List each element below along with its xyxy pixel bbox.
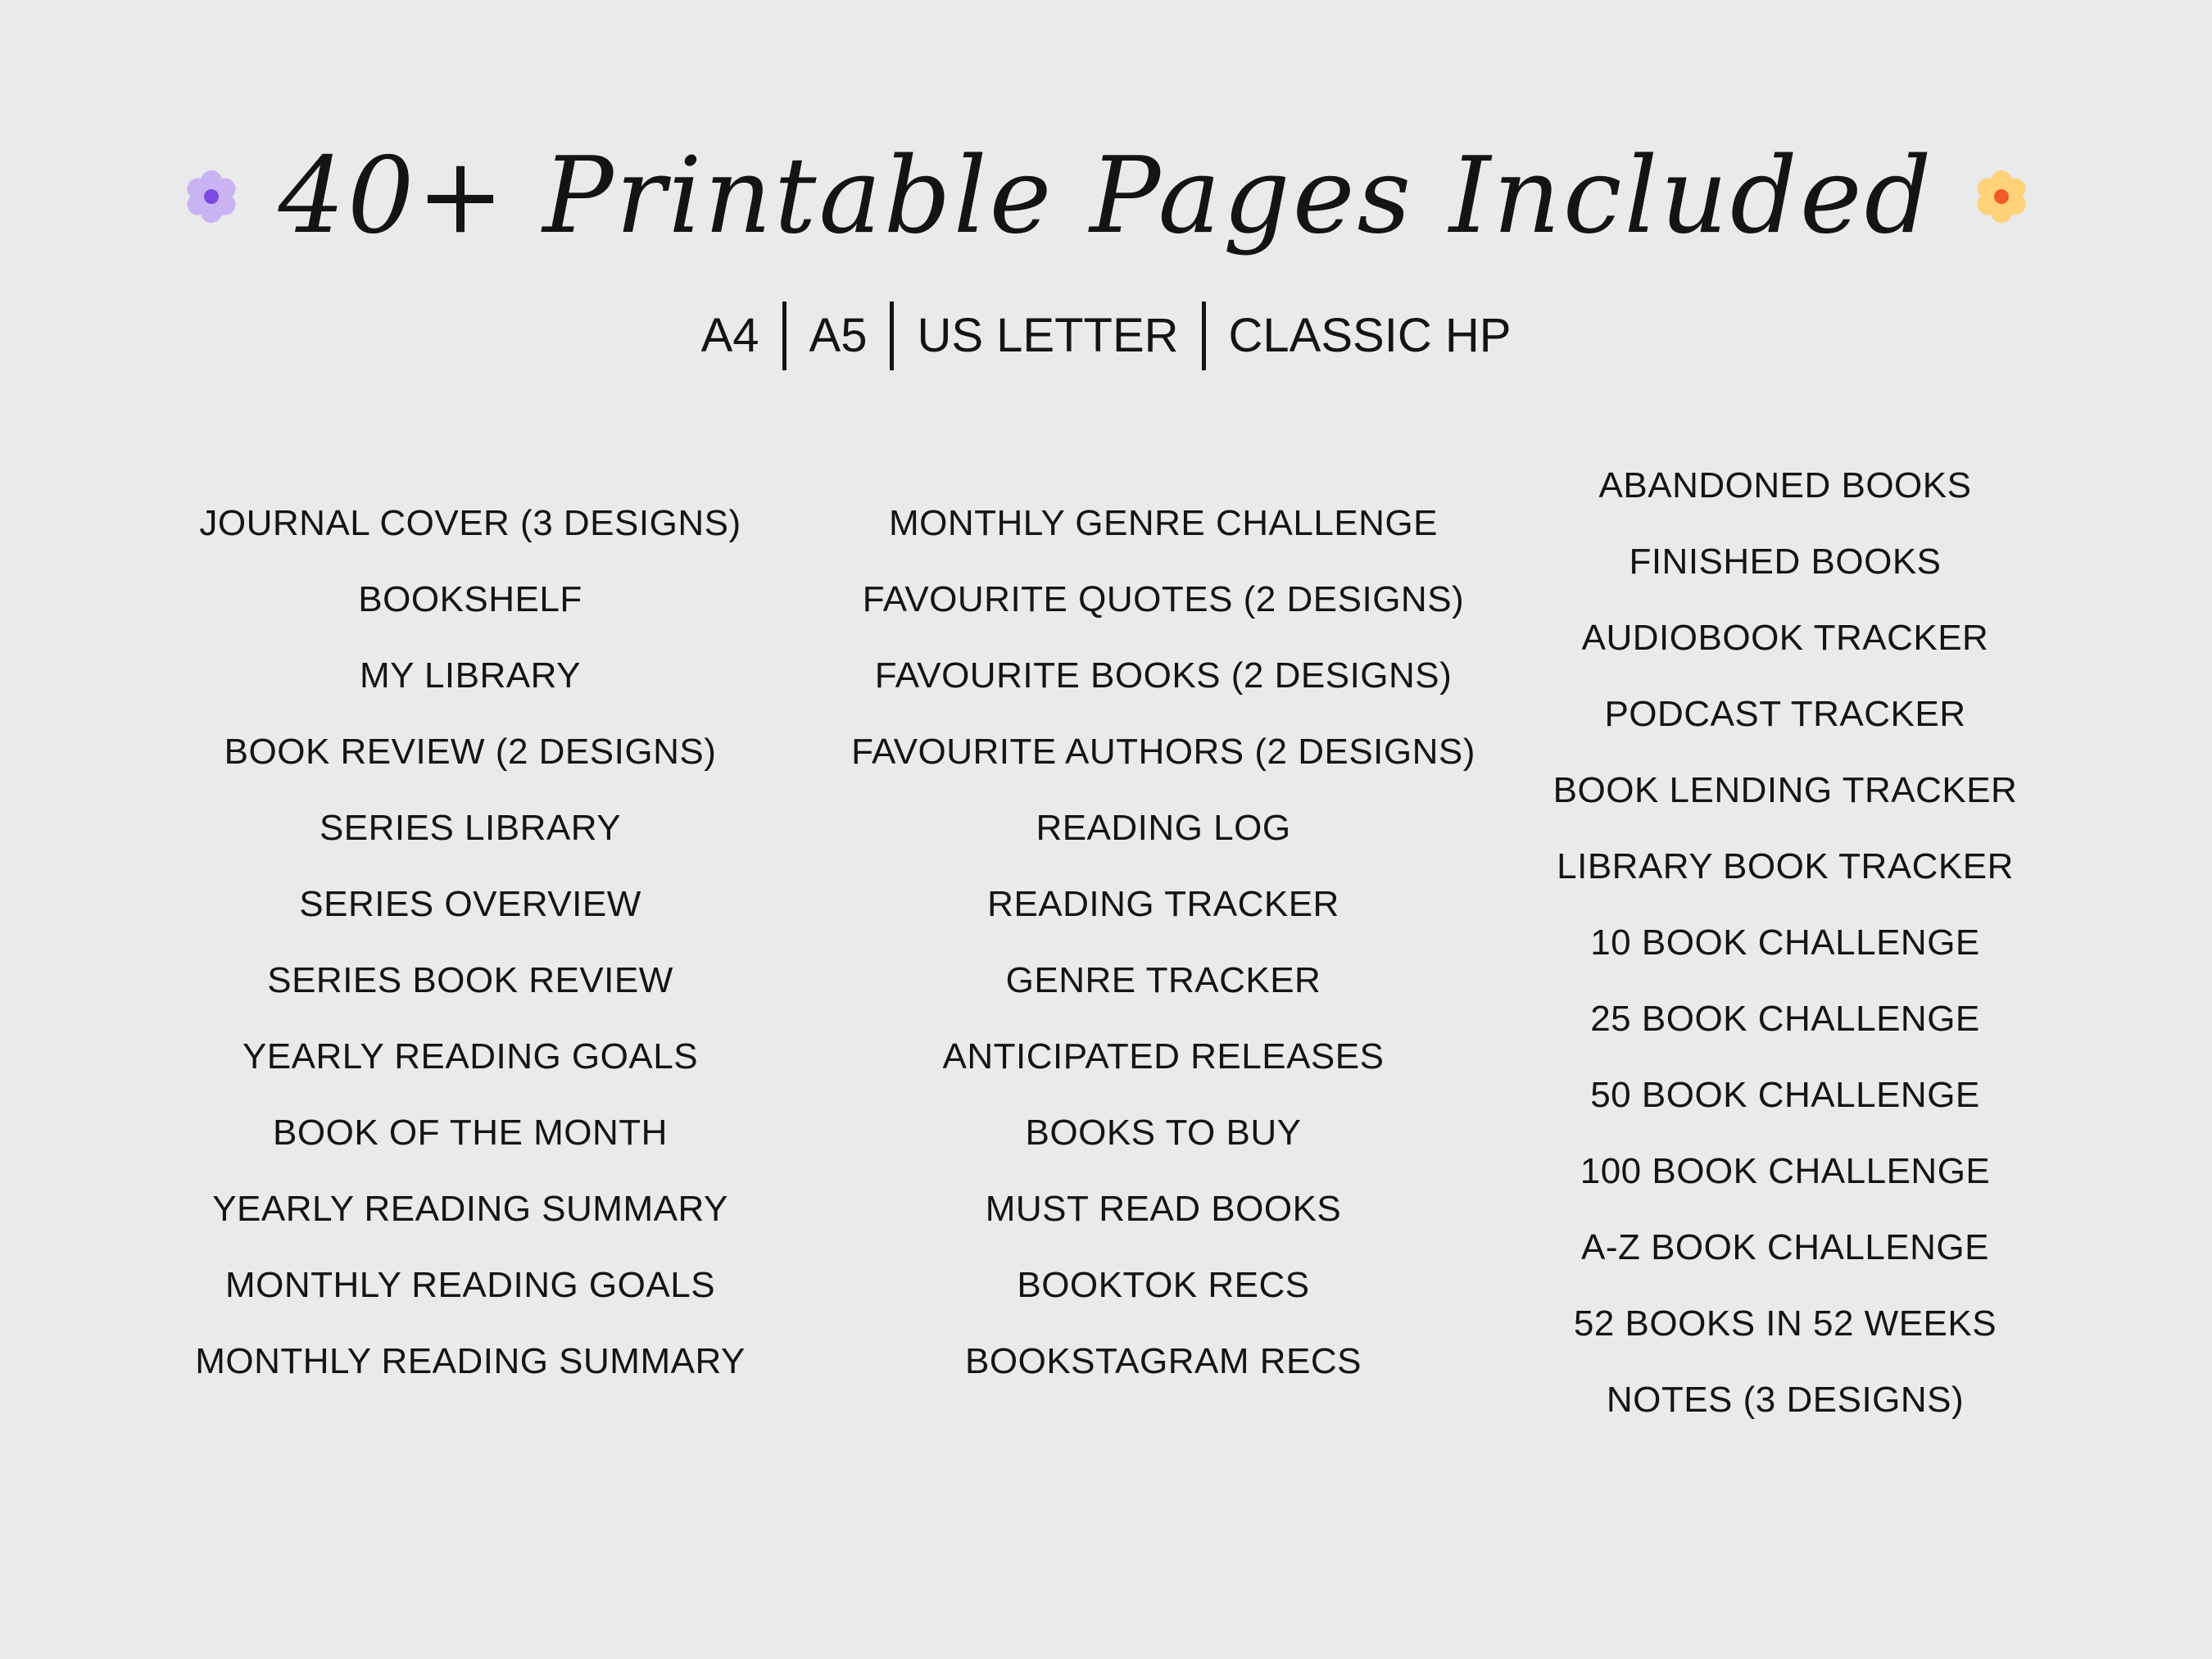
list-item: BOOKSTAGRAM RECS xyxy=(965,1341,1362,1381)
list-item: READING TRACKER xyxy=(987,884,1339,924)
format-label: A5 xyxy=(809,309,868,362)
list-item: SERIES BOOK REVIEW xyxy=(267,960,673,1000)
list-item: YEARLY READING GOALS xyxy=(242,1036,699,1077)
format-label: CLASSIC HP xyxy=(1228,309,1512,362)
list-item: 25 BOOK CHALLENGE xyxy=(1590,999,1980,1039)
page-title: 40+ Printable Pages Included xyxy=(278,135,1934,257)
list-item: JOURNAL COVER (3 DESIGNS) xyxy=(199,503,741,543)
list-item: AUDIOBOOK TRACKER xyxy=(1581,618,1989,658)
list-item: BOOKS TO BUY xyxy=(1025,1113,1302,1153)
list-item: BOOKSHELF xyxy=(358,579,582,619)
list-item: ABANDONED BOOKS xyxy=(1598,465,1972,505)
pages-column-3 xyxy=(1416,447,2154,1438)
format-list xyxy=(0,295,2212,377)
format-divider xyxy=(890,301,894,370)
list-item: READING LOG xyxy=(1036,808,1291,848)
list-item: 50 BOOK CHALLENGE xyxy=(1590,1075,1980,1115)
format-label: US LETTER xyxy=(917,309,1179,362)
flower-icon xyxy=(182,167,241,226)
list-item: PODCAST TRACKER xyxy=(1604,694,1966,734)
list-item: BOOK OF THE MONTH xyxy=(273,1113,668,1153)
list-item: NOTES (3 DESIGNS) xyxy=(1606,1380,1965,1420)
list-item: 10 BOOK CHALLENGE xyxy=(1590,922,1980,963)
list-item: MY LIBRARY xyxy=(360,655,581,696)
title-row xyxy=(0,123,2212,270)
format-divider xyxy=(782,301,786,370)
list-item: MONTHLY READING SUMMARY xyxy=(195,1341,746,1381)
format-label: A4 xyxy=(700,309,759,362)
list-item: FAVOURITE QUOTES (2 DESIGNS) xyxy=(862,579,1465,619)
list-item: SERIES LIBRARY xyxy=(319,808,622,848)
format-divider xyxy=(1202,301,1206,370)
list-item: SERIES OVERVIEW xyxy=(299,884,641,924)
list-item: FINISHED BOOKS xyxy=(1629,542,1942,582)
list-item: BOOK REVIEW (2 DESIGNS) xyxy=(224,732,717,772)
list-item: 100 BOOK CHALLENGE xyxy=(1580,1151,1991,1191)
list-item: GENRE TRACKER xyxy=(1005,960,1321,1000)
list-item: YEARLY READING SUMMARY xyxy=(212,1189,728,1229)
list-item: MONTHLY GENRE CHALLENGE xyxy=(888,503,1439,543)
list-item: MONTHLY READING GOALS xyxy=(224,1265,716,1305)
list-item: BOOKTOK RECS xyxy=(1017,1265,1310,1305)
list-item: 52 BOOKS IN 52 WEEKS xyxy=(1573,1303,1997,1344)
flower-icon xyxy=(1972,167,2031,226)
list-item: BOOK LENDING TRACKER xyxy=(1552,770,2018,810)
pages-column-1 xyxy=(102,485,839,1399)
list-item: MUST READ BOOKS xyxy=(985,1189,1342,1229)
list-item: ANTICIPATED RELEASES xyxy=(942,1036,1385,1077)
list-item: FAVOURITE AUTHORS (2 DESIGNS) xyxy=(851,732,1475,772)
list-item: LIBRARY BOOK TRACKER xyxy=(1557,846,2014,886)
list-item: A-Z BOOK CHALLENGE xyxy=(1580,1227,1989,1267)
list-item: FAVOURITE BOOKS (2 DESIGNS) xyxy=(874,655,1453,696)
